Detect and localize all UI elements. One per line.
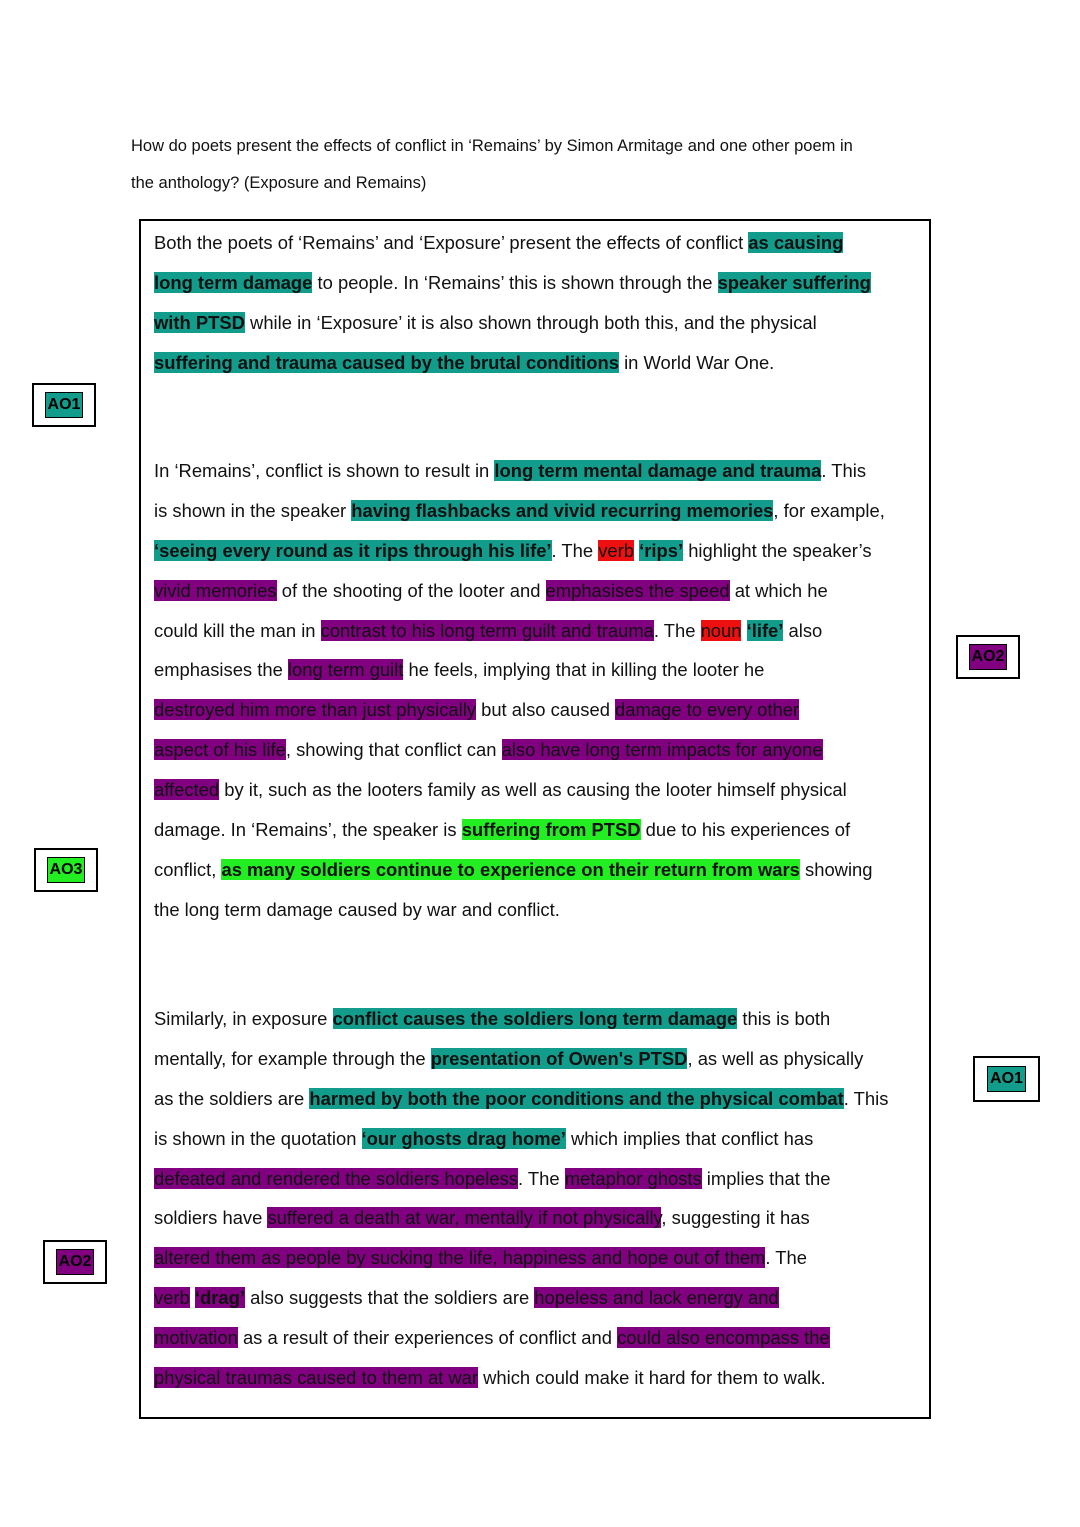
essay-text: In ‘Remains’, conflict is shown to result in bbox=[154, 460, 495, 481]
highlight-ao1: long term mental damage and trauma bbox=[494, 460, 822, 481]
essay-text: which implies that conflict has bbox=[565, 1127, 814, 1149]
essay-line bbox=[154, 730, 929, 770]
essay-line bbox=[154, 1119, 929, 1159]
essay-line bbox=[154, 690, 929, 730]
essay-line bbox=[154, 999, 929, 1039]
question-line-2: the anthology? (Exposure and Remains) bbox=[131, 174, 427, 192]
essay-text: of the shooting of the looter and bbox=[276, 579, 546, 601]
highlight-ao2: physical traumas caused to them at war bbox=[154, 1367, 479, 1389]
highlight-ao2: hopeless and lack energy and bbox=[534, 1287, 779, 1309]
highlight-ao3: suffering from PTSD bbox=[461, 819, 641, 841]
essay-text: also bbox=[783, 619, 823, 641]
essay-line bbox=[154, 491, 929, 531]
essay-line bbox=[154, 1159, 929, 1199]
essay-text: . The bbox=[551, 539, 599, 561]
essay-text: while in ‘Exposure’ it is also shown through both this, and the physical bbox=[244, 311, 817, 333]
essay-text: . This bbox=[843, 1087, 889, 1109]
ao1-label: AO1 bbox=[45, 392, 84, 418]
highlight-term: noun bbox=[700, 619, 742, 641]
essay-text: . This bbox=[821, 460, 867, 481]
highlight-ao2: emphasises the speed bbox=[545, 579, 730, 601]
essay-text: as the soldiers are bbox=[154, 1087, 310, 1109]
essay-text: at which he bbox=[729, 579, 828, 601]
ao1-tag-1 bbox=[32, 383, 96, 427]
highlight-quote: ‘our ghosts drag home’ bbox=[361, 1127, 566, 1149]
essay-text: also suggests that the soldiers are bbox=[244, 1287, 535, 1309]
essay-text: damage. In ‘Remains’, the speaker is bbox=[154, 819, 462, 841]
highlight-quote: ‘rips’ bbox=[639, 539, 684, 561]
ao2-tag-left bbox=[43, 1240, 107, 1284]
essay-text: soldiers have bbox=[154, 1207, 268, 1229]
essay-line bbox=[154, 1039, 929, 1079]
essay-line bbox=[154, 1278, 929, 1318]
highlight-ao2: also have long term impacts for anyone bbox=[501, 739, 823, 761]
essay-text: the long term damage caused by war and conflict. bbox=[154, 898, 560, 920]
highlight-ao2: damage to every other bbox=[615, 699, 800, 721]
essay-text: . The bbox=[765, 1247, 807, 1269]
highlight-quote: ‘life’ bbox=[746, 619, 784, 641]
essay-line bbox=[154, 1318, 929, 1358]
essay-text: , suggesting it has bbox=[661, 1207, 810, 1229]
highlight-ao2: long term guilt bbox=[287, 659, 404, 681]
essay-text: as a result of their experiences of conflict and bbox=[237, 1327, 618, 1349]
essay-line bbox=[154, 611, 929, 651]
paragraph-exposure bbox=[154, 999, 929, 1398]
highlight-ao2: could also encompass the bbox=[617, 1327, 830, 1349]
essay-text: is shown in the speaker bbox=[154, 499, 352, 521]
highlight-ao2: affected bbox=[154, 779, 220, 801]
essay-text: due to his experiences of bbox=[640, 819, 851, 841]
ao1-tag-2 bbox=[973, 1056, 1040, 1102]
highlight-ao2: suffered a death at war, mentally if not physically bbox=[267, 1207, 662, 1229]
highlight-ao2: metaphor ghosts bbox=[564, 1167, 702, 1189]
essay-text: which could make it hard for them to walk. bbox=[478, 1367, 826, 1389]
ao1-label: AO1 bbox=[987, 1066, 1026, 1092]
highlight-ao1: long term damage bbox=[154, 271, 313, 293]
essay-line bbox=[154, 263, 929, 303]
essay-line bbox=[154, 451, 929, 491]
essay-text: , as well as physically bbox=[687, 1047, 864, 1069]
highlight-ao3: as many soldiers continue to experience on their return from wars bbox=[221, 858, 800, 880]
highlight-ao2: ‘drag’ bbox=[194, 1287, 245, 1309]
essay-text: emphasises the bbox=[154, 659, 288, 681]
essay-line bbox=[154, 770, 929, 810]
highlight-ao1: speaker suffering bbox=[717, 271, 871, 293]
essay-text: . The bbox=[653, 619, 701, 641]
essay-line bbox=[154, 890, 929, 930]
highlight-ao2: altered them as people by sucking the life, happiness and hope out of them bbox=[154, 1247, 766, 1269]
highlight-ao1: suffering and trauma caused by the brutal conditions bbox=[154, 351, 619, 373]
highlight-ao1: having flashbacks and vivid recurring memories bbox=[351, 499, 774, 521]
highlight-ao2: motivation bbox=[154, 1327, 238, 1349]
highlight-ao2: verb bbox=[154, 1287, 190, 1309]
highlight-ao1: with PTSD bbox=[154, 311, 245, 333]
ao3-label: AO3 bbox=[47, 857, 86, 883]
essay-text: but also caused bbox=[475, 699, 616, 721]
ao2-label: AO2 bbox=[969, 644, 1008, 670]
paragraph-remains bbox=[154, 451, 929, 930]
essay-text: by it, such as the looters family as well as causing the looter himself physical bbox=[219, 779, 847, 801]
essay-text: , for example, bbox=[773, 499, 885, 521]
essay-text: highlight the speaker’s bbox=[683, 539, 872, 561]
ao2-label: AO2 bbox=[56, 1249, 95, 1275]
essay-line bbox=[154, 531, 929, 571]
essay-text: , showing that conflict can bbox=[285, 739, 502, 761]
ao3-tag bbox=[34, 848, 98, 892]
essay-line bbox=[154, 1079, 929, 1119]
essay-question bbox=[131, 128, 961, 202]
essay-text: in World War One. bbox=[618, 351, 775, 373]
highlight-ao1: harmed by both the poor conditions and the physical combat bbox=[309, 1087, 844, 1109]
essay-text bbox=[741, 620, 746, 641]
essay-text: is shown in the quotation bbox=[154, 1127, 362, 1149]
essay-text: Both the poets of ‘Remains’ and ‘Exposure’ present the effects of conflict bbox=[154, 232, 749, 253]
essay-text: . The bbox=[518, 1167, 565, 1189]
essay-text: Similarly, in exposure bbox=[154, 1008, 333, 1029]
essay-line bbox=[154, 223, 929, 263]
essay-line bbox=[154, 571, 929, 611]
ao2-tag-right bbox=[956, 635, 1020, 679]
essay-answer-box bbox=[139, 219, 931, 1419]
highlight-ao1: presentation of Owen's PTSD bbox=[430, 1047, 688, 1069]
essay-text: implies that the bbox=[701, 1167, 831, 1189]
essay-text: this is both bbox=[737, 1008, 831, 1029]
highlight-ao2: aspect of his life bbox=[154, 739, 286, 761]
essay-line bbox=[154, 343, 929, 383]
highlight-ao2: destroyed him more than just physically bbox=[154, 699, 476, 721]
highlight-ao2: contrast to his long term guilt and trauma bbox=[320, 619, 654, 641]
essay-text: he feels, implying that in killing the looter he bbox=[403, 659, 765, 681]
essay-line bbox=[154, 650, 929, 690]
essay-line bbox=[154, 850, 929, 890]
essay-line bbox=[154, 1238, 929, 1278]
highlight-ao1: conflict causes the soldiers long term damage bbox=[332, 1008, 738, 1029]
highlight-ao2: vivid memories bbox=[154, 579, 277, 601]
essay-line bbox=[154, 1198, 929, 1238]
highlight-ao1: as causing bbox=[748, 232, 844, 253]
essay-line bbox=[154, 1358, 929, 1398]
essay-text: mentally, for example through the bbox=[154, 1047, 431, 1069]
highlight-ao2: defeated and rendered the soldiers hopeless bbox=[154, 1167, 518, 1189]
highlight-term: verb bbox=[598, 539, 634, 561]
essay-text: conflict, bbox=[154, 858, 222, 880]
essay-text: to people. In ‘Remains’ this is shown through the bbox=[312, 271, 718, 293]
highlight-quote: ‘seeing every round as it rips through his life’ bbox=[154, 539, 552, 561]
essay-line bbox=[154, 810, 929, 850]
paragraph-intro bbox=[154, 223, 929, 383]
essay-text: showing bbox=[799, 858, 873, 880]
question-line-1: How do poets present the effects of conflict in ‘Remains’ by Simon Armitage and one other poem in bbox=[131, 137, 853, 155]
essay-text: could kill the man in bbox=[154, 619, 321, 641]
essay-line bbox=[154, 303, 929, 343]
